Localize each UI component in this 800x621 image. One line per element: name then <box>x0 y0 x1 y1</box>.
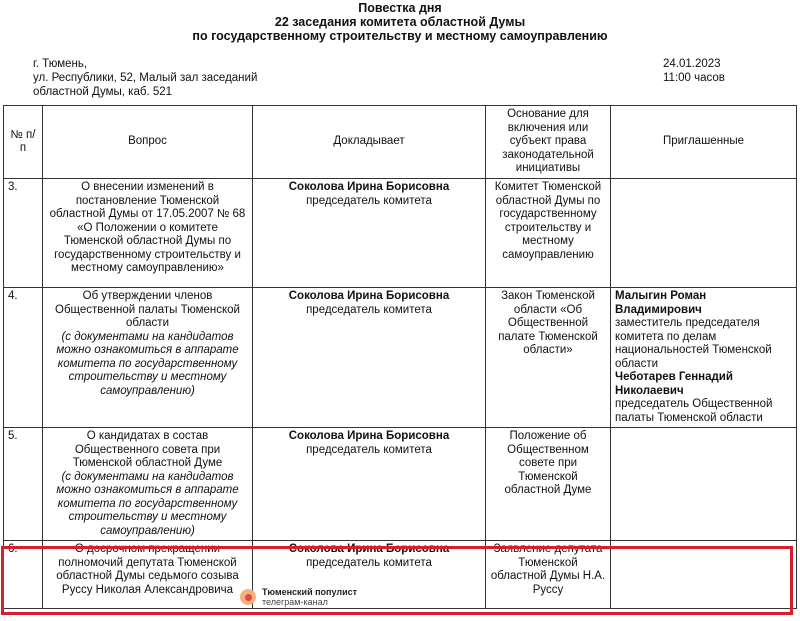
reporter-name: Соколова Ирина Борисовна <box>288 290 450 302</box>
row-reporter <box>253 288 486 428</box>
question-text: О внесении изменений в постановление Тюменской областной Думы от 17.05.2007 № 68 «О Положении о комитете Тюменской областной Думы по государственному строительству и местному самоуправлению» <box>49 181 246 274</box>
place-room: областной Думы, каб. 521 <box>33 86 173 98</box>
row-reporter <box>253 428 486 541</box>
place-address: ул. Республики, 52, Малый зал заседаний <box>33 72 258 84</box>
meeting-place <box>33 57 257 99</box>
header-num: № п/п <box>4 106 43 179</box>
row-question <box>43 541 253 609</box>
row-question <box>43 428 253 541</box>
row-question <box>43 288 253 428</box>
row-basis: Закон Тюменской области «Об Общественной палате Тюменской области» <box>486 288 611 428</box>
meeting-date <box>663 57 725 85</box>
row-question <box>43 179 253 288</box>
row-invited <box>611 179 797 288</box>
row-invited <box>611 288 797 428</box>
row-basis: Положение об Общественном совете при Тюменской областной Думе <box>486 428 611 541</box>
agenda-row <box>4 179 797 288</box>
header-invited: Приглашенные <box>611 106 797 179</box>
row-number: 4. <box>4 288 43 428</box>
reporter-role: председатель комитета <box>306 556 432 569</box>
agenda-row <box>4 288 797 428</box>
time-value: 11:00 часов <box>663 72 725 84</box>
watermark-title: Тюменский популист <box>262 587 358 597</box>
reporter-name: Соколова Ирина Борисовна <box>288 430 450 442</box>
header-question: Вопрос <box>43 106 253 179</box>
question-note: (с документами на кандидатов можно ознакомиться в аппарате комитета по государственному строительству и местному самоуправлению) <box>56 470 239 537</box>
agenda-table <box>3 105 797 609</box>
channel-logo-icon <box>240 589 256 605</box>
header-basis: Основание для включения или субъект права законодательной инициативы <box>486 106 611 179</box>
invited-role: председатель Общественной палаты Тюменской области <box>615 398 773 424</box>
row-number: 6. <box>4 541 43 609</box>
question-text: О досрочном прекращении полномочий депутата Тюменской областной Думы седьмого созыва Руссу Николая Александровича <box>56 543 239 596</box>
row-invited <box>611 541 797 609</box>
agenda-row <box>4 428 797 541</box>
reporter-role: председатель комитета <box>306 303 432 316</box>
header-line-3: по государственному строительству и местному самоуправлению <box>192 29 608 43</box>
row-basis: Комитет Тюменской областной Думы по государственному строительству и местному самоуправлению <box>486 179 611 288</box>
reporter-name: Соколова Ирина Борисовна <box>288 181 450 193</box>
place-city: г. Тюмень, <box>33 58 88 70</box>
invited-name: Малыгин Роман Владимирович <box>615 290 707 316</box>
reporter-name: Соколова Ирина Борисовна <box>288 543 450 555</box>
agenda-row <box>4 541 797 609</box>
agenda-header-row <box>4 106 797 179</box>
header-reporter: Докладывает <box>253 106 486 179</box>
header-line-2: 22 заседания комитета областной Думы <box>274 15 526 29</box>
row-invited <box>611 428 797 541</box>
question-note: (с документами на кандидатов можно ознакомиться в аппарате комитета по государственному строительству и местному самоуправлению) <box>56 330 239 397</box>
channel-watermark <box>240 587 357 607</box>
question-text: О кандидатах в состав Общественного совета при Тюменской областной Думе <box>72 430 223 469</box>
row-basis: Заявление депутата Тюменской областной Думы Н.А. Руссу <box>486 541 611 609</box>
reporter-role: председатель комитета <box>306 443 432 456</box>
reporter-role: председатель комитета <box>306 194 432 207</box>
invited-name: Чеботарев Геннадий Николаевич <box>615 371 733 397</box>
document-header <box>0 0 800 43</box>
watermark-subtitle: телеграм-канал <box>262 597 328 607</box>
invited-role: заместитель председателя комитета по делам национальностей Тюменской области <box>615 317 772 370</box>
date-value: 24.01.2023 <box>663 58 721 70</box>
row-number: 5. <box>4 428 43 541</box>
row-reporter <box>253 179 486 288</box>
question-text: Об утверждении членов Общественной палаты Тюменской области <box>55 290 240 329</box>
row-number: 3. <box>4 179 43 288</box>
header-line-1: Повестка дня <box>358 1 442 15</box>
